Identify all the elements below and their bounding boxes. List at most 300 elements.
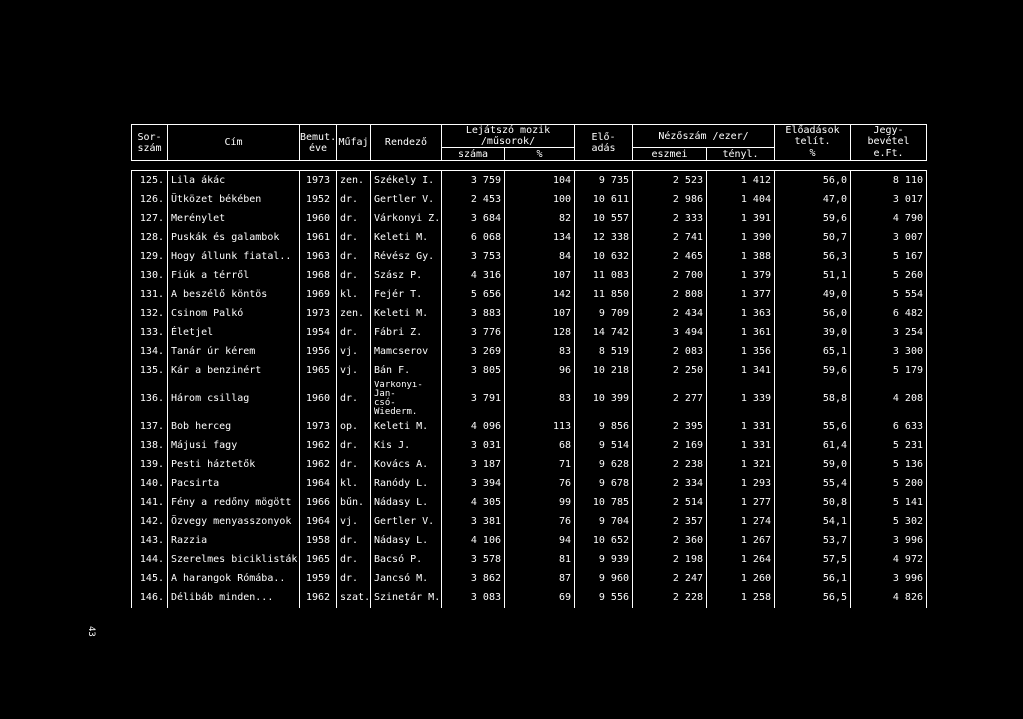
premiere-year-cell: 1954 (300, 324, 337, 343)
viewers-ideal-cell: 2 198 (633, 551, 707, 570)
premiere-year-cell: 1964 (300, 513, 337, 532)
header-rendezo: Rendező (371, 125, 442, 161)
cinemas-percent-cell: 69 (505, 589, 575, 608)
viewers-ideal-cell: 2 238 (633, 455, 707, 474)
cinemas-percent-cell: 87 (505, 570, 575, 589)
occupancy-percent-cell: 51,1 (775, 266, 851, 285)
cinemas-percent-cell: 96 (505, 362, 575, 381)
occupancy-percent-cell: 65,1 (775, 343, 851, 362)
cinemas-percent-cell: 142 (505, 286, 575, 305)
genre-cell: dr. (337, 228, 371, 247)
viewers-actual-cell: 1 404 (707, 190, 775, 209)
viewers-ideal-cell: 2 277 (633, 381, 707, 417)
shows-count-cell: 11 083 (575, 266, 633, 285)
header-sorszam: Sor- szám (132, 125, 168, 161)
row-number-cell: 137. (132, 417, 168, 436)
premiere-year-cell: 1963 (300, 247, 337, 266)
viewers-actual-cell: 1 388 (707, 247, 775, 266)
premiere-year-cell: 1965 (300, 551, 337, 570)
viewers-ideal-cell: 2 357 (633, 513, 707, 532)
shows-count-cell: 10 632 (575, 247, 633, 266)
row-number-cell: 130. (132, 266, 168, 285)
revenue-cell: 5 141 (851, 493, 927, 512)
premiere-year-cell: 1966 (300, 493, 337, 512)
table-row (132, 589, 927, 608)
viewers-actual-cell: 1 339 (707, 381, 775, 417)
viewers-ideal-cell: 2 083 (633, 343, 707, 362)
row-number-cell: 127. (132, 209, 168, 228)
revenue-cell: 3 254 (851, 324, 927, 343)
occupancy-percent-cell: 55,4 (775, 474, 851, 493)
genre-cell: dr. (337, 266, 371, 285)
occupancy-percent-cell: 50,7 (775, 228, 851, 247)
premiere-year-cell: 1962 (300, 455, 337, 474)
cinemas-count-cell: 3 753 (442, 247, 505, 266)
revenue-cell: 5 167 (851, 247, 927, 266)
viewers-actual-cell: 1 363 (707, 305, 775, 324)
cinemas-percent-cell: 128 (505, 324, 575, 343)
occupancy-percent-cell: 57,5 (775, 551, 851, 570)
viewers-actual-cell: 1 277 (707, 493, 775, 512)
shows-count-cell: 10 399 (575, 381, 633, 417)
shows-count-cell: 9 735 (575, 171, 633, 191)
genre-cell: dr. (337, 436, 371, 455)
premiere-year-cell: 1973 (300, 171, 337, 191)
cinemas-percent-cell: 83 (505, 343, 575, 362)
genre-cell: dr. (337, 381, 371, 417)
row-number-cell: 134. (132, 343, 168, 362)
occupancy-percent-cell: 59,6 (775, 362, 851, 381)
table-row (132, 455, 927, 474)
viewers-actual-cell: 1 356 (707, 343, 775, 362)
genre-cell: dr. (337, 247, 371, 266)
cinemas-count-cell: 3 805 (442, 362, 505, 381)
occupancy-percent-cell: 55,6 (775, 417, 851, 436)
table-row (132, 343, 927, 362)
header-szazalek: % (505, 148, 575, 161)
genre-cell: dr. (337, 570, 371, 589)
film-title-cell: Szerelmes biciklisták (168, 551, 300, 570)
director-cell: Gertler V. (371, 190, 442, 209)
table-row (132, 247, 927, 266)
header-bemut-eve: Bemut. éve (300, 125, 337, 161)
cinemas-count-cell: 3 776 (442, 324, 505, 343)
table-row (132, 493, 927, 512)
cinemas-percent-cell: 107 (505, 305, 575, 324)
film-title-cell: Három csillag (168, 381, 300, 417)
shows-count-cell: 9 960 (575, 570, 633, 589)
film-title-cell: Májusi fagy (168, 436, 300, 455)
film-title-cell: A harangok Rómába.. (168, 570, 300, 589)
genre-cell: dr. (337, 455, 371, 474)
revenue-cell: 3 017 (851, 190, 927, 209)
revenue-cell: 4 208 (851, 381, 927, 417)
shows-count-cell: 14 742 (575, 324, 633, 343)
row-number-cell: 136. (132, 381, 168, 417)
premiere-year-cell: 1965 (300, 362, 337, 381)
occupancy-percent-cell: 56,1 (775, 570, 851, 589)
row-number-cell: 129. (132, 247, 168, 266)
occupancy-percent-cell: 47,0 (775, 190, 851, 209)
genre-cell: vj. (337, 513, 371, 532)
cinemas-percent-cell: 113 (505, 417, 575, 436)
header-eloadasok-pct: % (775, 148, 851, 161)
viewers-actual-cell: 1 321 (707, 455, 775, 474)
cinemas-percent-cell: 76 (505, 474, 575, 493)
genre-cell: dr. (337, 190, 371, 209)
revenue-cell: 5 136 (851, 455, 927, 474)
table-row (132, 570, 927, 589)
viewers-actual-cell: 1 258 (707, 589, 775, 608)
header-jegybevetel-unit: e.Ft. (851, 148, 927, 161)
revenue-cell: 4 972 (851, 551, 927, 570)
director-cell: Bacsó P. (371, 551, 442, 570)
revenue-cell: 4 790 (851, 209, 927, 228)
viewers-actual-cell: 1 331 (707, 436, 775, 455)
viewers-actual-cell: 1 264 (707, 551, 775, 570)
occupancy-percent-cell: 50,8 (775, 493, 851, 512)
table-row (132, 266, 927, 285)
cinemas-count-cell: 6 068 (442, 228, 505, 247)
cinemas-percent-cell: 100 (505, 190, 575, 209)
film-title-cell: Merénylet (168, 209, 300, 228)
viewers-ideal-cell: 2 514 (633, 493, 707, 512)
cinemas-count-cell: 3 578 (442, 551, 505, 570)
director-cell: Révész Gy. (371, 247, 442, 266)
genre-cell: dr. (337, 532, 371, 551)
header-eloadas: Elő- adás (575, 125, 633, 161)
film-title-cell: Csinom Palkó (168, 305, 300, 324)
shows-count-cell: 10 557 (575, 209, 633, 228)
viewers-ideal-cell: 2 741 (633, 228, 707, 247)
row-number-cell: 144. (132, 551, 168, 570)
genre-cell: kl. (337, 286, 371, 305)
cinemas-count-cell: 5 656 (442, 286, 505, 305)
cinemas-count-cell: 2 453 (442, 190, 505, 209)
viewers-ideal-cell: 2 700 (633, 266, 707, 285)
cinemas-percent-cell: 82 (505, 209, 575, 228)
film-title-cell: Puskák és galambok (168, 228, 300, 247)
cinemas-count-cell: 3 862 (442, 570, 505, 589)
shows-count-cell: 10 785 (575, 493, 633, 512)
cinemas-percent-cell: 68 (505, 436, 575, 455)
film-title-cell: Pacsirta (168, 474, 300, 493)
row-number-cell: 132. (132, 305, 168, 324)
genre-cell: bűn. (337, 493, 371, 512)
revenue-cell: 3 996 (851, 532, 927, 551)
cinemas-percent-cell: 134 (505, 228, 575, 247)
premiere-year-cell: 1969 (300, 286, 337, 305)
viewers-ideal-cell: 2 523 (633, 171, 707, 191)
revenue-cell: 5 179 (851, 362, 927, 381)
premiere-year-cell: 1973 (300, 305, 337, 324)
genre-cell: vj. (337, 362, 371, 381)
premiere-year-cell: 1958 (300, 532, 337, 551)
table-row (132, 381, 927, 417)
film-title-cell: Razzia (168, 532, 300, 551)
table-row (132, 513, 927, 532)
cinemas-count-cell: 3 381 (442, 513, 505, 532)
director-cell: Nádasy L. (371, 493, 442, 512)
viewers-ideal-cell: 2 250 (633, 362, 707, 381)
viewers-actual-cell: 1 377 (707, 286, 775, 305)
header-nezoszam: Nézőszám /ezer/ (633, 125, 775, 148)
director-cell: Jancsó M. (371, 570, 442, 589)
occupancy-percent-cell: 56,0 (775, 305, 851, 324)
viewers-actual-cell: 1 331 (707, 417, 775, 436)
occupancy-percent-cell: 56,5 (775, 589, 851, 608)
header-mufaj: Műfaj (337, 125, 371, 161)
film-title-cell: Fény a redőny mögött (168, 493, 300, 512)
header-cim: Cím (168, 125, 300, 161)
premiere-year-cell: 1960 (300, 381, 337, 417)
row-number-cell: 140. (132, 474, 168, 493)
shows-count-cell: 9 514 (575, 436, 633, 455)
cinemas-percent-cell: 83 (505, 381, 575, 417)
director-cell: Kis J. (371, 436, 442, 455)
genre-cell: szat. (337, 589, 371, 608)
cinemas-count-cell: 3 031 (442, 436, 505, 455)
table-row (132, 286, 927, 305)
table-header (131, 124, 927, 161)
row-number-cell: 138. (132, 436, 168, 455)
viewers-actual-cell: 1 274 (707, 513, 775, 532)
film-title-cell: Hogy állunk fiatal.. (168, 247, 300, 266)
premiere-year-cell: 1962 (300, 589, 337, 608)
premiere-year-cell: 1956 (300, 343, 337, 362)
table-row (132, 417, 927, 436)
revenue-cell: 4 826 (851, 589, 927, 608)
film-title-cell: Kár a benzinért (168, 362, 300, 381)
genre-cell: dr. (337, 551, 371, 570)
cinemas-count-cell: 3 083 (442, 589, 505, 608)
premiere-year-cell: 1959 (300, 570, 337, 589)
director-cell: Mamcserov (371, 343, 442, 362)
revenue-cell: 6 482 (851, 305, 927, 324)
shows-count-cell: 10 218 (575, 362, 633, 381)
row-number-cell: 145. (132, 570, 168, 589)
director-cell: Kovács A. (371, 455, 442, 474)
table-row (132, 209, 927, 228)
film-title-cell: Délibáb minden... (168, 589, 300, 608)
shows-count-cell: 9 856 (575, 417, 633, 436)
viewers-ideal-cell: 2 434 (633, 305, 707, 324)
director-cell: Várkonyi Z. (371, 209, 442, 228)
premiere-year-cell: 1962 (300, 436, 337, 455)
genre-cell: dr. (337, 209, 371, 228)
cinemas-percent-cell: 84 (505, 247, 575, 266)
shows-count-cell: 10 611 (575, 190, 633, 209)
occupancy-percent-cell: 53,7 (775, 532, 851, 551)
row-number-cell: 125. (132, 171, 168, 191)
occupancy-percent-cell: 56,3 (775, 247, 851, 266)
cinemas-percent-cell: 76 (505, 513, 575, 532)
shows-count-cell: 9 709 (575, 305, 633, 324)
cinemas-percent-cell: 104 (505, 171, 575, 191)
shows-count-cell: 9 628 (575, 455, 633, 474)
viewers-actual-cell: 1 379 (707, 266, 775, 285)
viewers-ideal-cell: 3 494 (633, 324, 707, 343)
premiere-year-cell: 1961 (300, 228, 337, 247)
row-number-cell: 142. (132, 513, 168, 532)
director-cell: Keleti M. (371, 228, 442, 247)
viewers-ideal-cell: 2 169 (633, 436, 707, 455)
cinemas-count-cell: 3 883 (442, 305, 505, 324)
table-row (132, 551, 927, 570)
page-number: 43 (86, 626, 96, 637)
shows-count-cell: 8 519 (575, 343, 633, 362)
table-row (132, 474, 927, 493)
table-row (132, 436, 927, 455)
revenue-cell: 6 633 (851, 417, 927, 436)
table-row (132, 190, 927, 209)
viewers-ideal-cell: 2 228 (633, 589, 707, 608)
occupancy-percent-cell: 59,0 (775, 455, 851, 474)
premiere-year-cell: 1960 (300, 209, 337, 228)
row-number-cell: 126. (132, 190, 168, 209)
premiere-year-cell: 1964 (300, 474, 337, 493)
revenue-cell: 5 260 (851, 266, 927, 285)
cinemas-count-cell: 4 096 (442, 417, 505, 436)
revenue-cell: 5 200 (851, 474, 927, 493)
revenue-cell: 3 996 (851, 570, 927, 589)
film-title-cell: Bob herceg (168, 417, 300, 436)
cinemas-count-cell: 3 187 (442, 455, 505, 474)
viewers-ideal-cell: 2 247 (633, 570, 707, 589)
revenue-cell: 5 554 (851, 286, 927, 305)
header-lejatszo-mozik: Lejátszó mozik /műsorok/ (442, 125, 575, 148)
statistics-table (131, 124, 926, 608)
occupancy-percent-cell: 39,0 (775, 324, 851, 343)
row-number-cell: 133. (132, 324, 168, 343)
header-eszmei: eszmei (633, 148, 707, 161)
header-eloadasok-telit: Előadások telít. (775, 125, 851, 148)
occupancy-percent-cell: 56,0 (775, 171, 851, 191)
occupancy-percent-cell: 61,4 (775, 436, 851, 455)
revenue-cell: 5 231 (851, 436, 927, 455)
cinemas-count-cell: 3 759 (442, 171, 505, 191)
row-number-cell: 141. (132, 493, 168, 512)
revenue-cell: 3 300 (851, 343, 927, 362)
genre-cell: op. (337, 417, 371, 436)
film-title-cell: Fiúk a térről (168, 266, 300, 285)
premiere-year-cell: 1952 (300, 190, 337, 209)
table-row (132, 532, 927, 551)
director-cell: Szász P. (371, 266, 442, 285)
cinemas-count-cell: 3 684 (442, 209, 505, 228)
viewers-actual-cell: 1 341 (707, 362, 775, 381)
header-szama: száma (442, 148, 505, 161)
cinemas-count-cell: 4 305 (442, 493, 505, 512)
row-number-cell: 143. (132, 532, 168, 551)
row-number-cell: 139. (132, 455, 168, 474)
row-number-cell: 128. (132, 228, 168, 247)
table-row (132, 324, 927, 343)
director-cell: Bán F. (371, 362, 442, 381)
genre-cell: zen. (337, 171, 371, 191)
cinemas-percent-cell: 107 (505, 266, 575, 285)
film-title-cell: A beszélő köntös (168, 286, 300, 305)
viewers-ideal-cell: 2 360 (633, 532, 707, 551)
film-title-cell: Életjel (168, 324, 300, 343)
genre-cell: zen. (337, 305, 371, 324)
cinemas-percent-cell: 99 (505, 493, 575, 512)
director-cell: Fejér T. (371, 286, 442, 305)
header-jegybevetel: Jegy- bevétel (851, 125, 927, 148)
table-row (132, 228, 927, 247)
shows-count-cell: 11 850 (575, 286, 633, 305)
film-title-cell: Özvegy menyasszonyok (168, 513, 300, 532)
viewers-ideal-cell: 2 334 (633, 474, 707, 493)
viewers-actual-cell: 1 293 (707, 474, 775, 493)
viewers-actual-cell: 1 260 (707, 570, 775, 589)
table-row (132, 362, 927, 381)
director-cell: Gertler V. (371, 513, 442, 532)
director-cell: Székely I. (371, 171, 442, 191)
director-cell: Várkonyi-Jan- csó-Wiederm. (371, 381, 442, 417)
film-title-cell: Lila ákác (168, 171, 300, 191)
director-cell: Keleti M. (371, 417, 442, 436)
genre-cell: vj. (337, 343, 371, 362)
viewers-actual-cell: 1 361 (707, 324, 775, 343)
viewers-ideal-cell: 2 395 (633, 417, 707, 436)
viewers-ideal-cell: 2 333 (633, 209, 707, 228)
viewers-actual-cell: 1 267 (707, 532, 775, 551)
shows-count-cell: 12 338 (575, 228, 633, 247)
shows-count-cell: 9 678 (575, 474, 633, 493)
viewers-actual-cell: 1 412 (707, 171, 775, 191)
director-cell: Keleti M. (371, 305, 442, 324)
row-number-cell: 131. (132, 286, 168, 305)
revenue-cell: 3 007 (851, 228, 927, 247)
premiere-year-cell: 1968 (300, 266, 337, 285)
revenue-cell: 8 110 (851, 171, 927, 191)
revenue-cell: 5 302 (851, 513, 927, 532)
row-number-cell: 135. (132, 362, 168, 381)
shows-count-cell: 9 939 (575, 551, 633, 570)
occupancy-percent-cell: 54,1 (775, 513, 851, 532)
table-row (132, 305, 927, 324)
cinemas-percent-cell: 71 (505, 455, 575, 474)
viewers-ideal-cell: 2 808 (633, 286, 707, 305)
director-cell: Ranódy L. (371, 474, 442, 493)
premiere-year-cell: 1973 (300, 417, 337, 436)
viewers-actual-cell: 1 390 (707, 228, 775, 247)
director-cell: Fábri Z. (371, 324, 442, 343)
row-number-cell: 146. (132, 589, 168, 608)
shows-count-cell: 10 652 (575, 532, 633, 551)
cinemas-percent-cell: 94 (505, 532, 575, 551)
viewers-actual-cell: 1 391 (707, 209, 775, 228)
film-title-cell: Tanár úr kérem (168, 343, 300, 362)
shows-count-cell: 9 556 (575, 589, 633, 608)
cinemas-count-cell: 3 791 (442, 381, 505, 417)
viewers-ideal-cell: 2 465 (633, 247, 707, 266)
table-body (131, 170, 927, 608)
occupancy-percent-cell: 49,0 (775, 286, 851, 305)
cinemas-count-cell: 4 316 (442, 266, 505, 285)
table-row (132, 171, 927, 191)
cinemas-count-cell: 4 106 (442, 532, 505, 551)
director-cell: Nádasy L. (371, 532, 442, 551)
genre-cell: kl. (337, 474, 371, 493)
header-tenyl: tényl. (707, 148, 775, 161)
cinemas-count-cell: 3 394 (442, 474, 505, 493)
cinemas-count-cell: 3 269 (442, 343, 505, 362)
occupancy-percent-cell: 59,6 (775, 209, 851, 228)
cinemas-percent-cell: 81 (505, 551, 575, 570)
director-cell: Szinetár M. (371, 589, 442, 608)
